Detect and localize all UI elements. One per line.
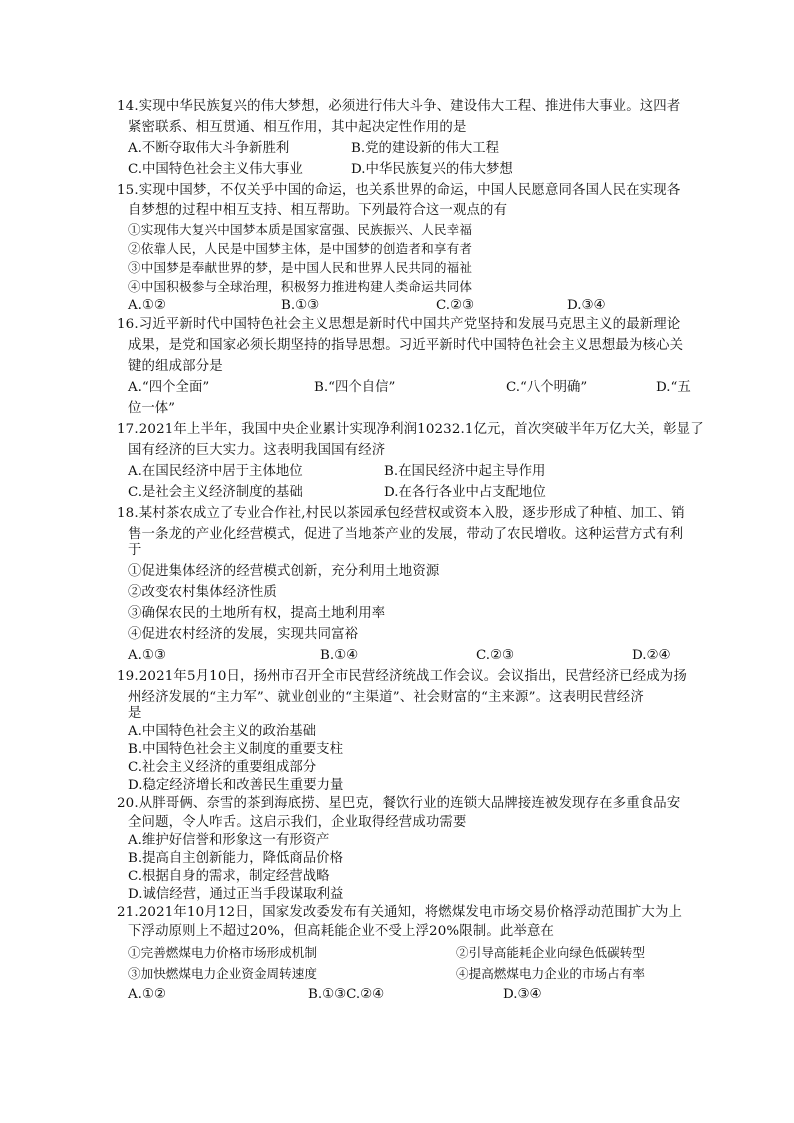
q18-statement-3: ③确保农民的土地所有权，提高土地利用率 [128, 606, 386, 621]
q15-stem-line-1: 15.实现中国梦，不仅关乎中国的命运，也关系世界的命运，中国人民愿意同各国人民在实现各 [117, 183, 681, 198]
q16-option-d-continued: 位一体” [128, 401, 176, 416]
q20-option-b: B.提高自主创新能力，降低商品价格 [128, 851, 343, 866]
q21-statement-4: ④提高燃煤电力企业的市场占有率 [456, 966, 645, 981]
q19-option-b: B.中国特色社会主义制度的重要支柱 [128, 742, 343, 757]
q18-option-a: A.①③ [128, 648, 166, 663]
q15-option-d: D.③④ [567, 298, 606, 313]
q16-stem-line-1: 16.习近平新时代中国特色社会主义思想是新时代中国共产党坚持和发展马克思主义的最新理论 [117, 317, 681, 332]
q19-option-c: C.社会主义经济的重要组成部分 [128, 760, 317, 775]
q21-statement-1: ①完善燃煤电力价格市场形成机制 [128, 945, 317, 960]
q18-stem-line-2: 售一条龙的产业化经营模式，促进了当地茶产业的发展，带动了农民增收。这种运营方式有利 [128, 527, 684, 542]
q16-stem-line-3: 键的组成部分是 [128, 359, 223, 374]
q21-statement-2: ②引导高能耗企业向绿色低碳转型 [456, 945, 645, 960]
q17-option-b: B.在国民经济中起主导作用 [384, 464, 546, 479]
q16-option-d: D.“五 [656, 380, 691, 395]
q16-stem-line-2: 成果，是党和国家必须长期坚持的指导思想。习近平新时代中国特色社会主义思想最为核心关 [128, 338, 684, 353]
q20-option-a: A.维护好信誉和形象这一有形资产 [128, 833, 330, 848]
q21-statement-3: ③加快燃煤电力企业资金周转速度 [128, 966, 317, 981]
q17-stem-line-2: 国有经济的巨大实力。这表明我国国有经济 [128, 443, 386, 458]
q14-option-c: C.中国特色社会主义伟大事业 [128, 162, 303, 177]
q16-option-a: A.“四个全面” [128, 380, 210, 395]
q21-option-a: A.①② [128, 987, 166, 1002]
q18-option-d: D.②④ [632, 648, 671, 663]
q21-option-d: D.③④ [503, 987, 542, 1002]
q17-option-c: C.是社会主义经济制度的基础 [128, 485, 303, 500]
q17-option-d: D.在各行各业中占支配地位 [384, 485, 546, 500]
q18-statement-2: ②改变农村集体经济性质 [128, 585, 277, 600]
q19-option-d: D.稳定经济增长和改善民生重要力量 [128, 778, 344, 793]
q18-statement-4: ④促进农村经济的发展，实现共同富裕 [128, 627, 359, 642]
q14-stem-line-2: 紧密联系、相互贯通、相互作用，其中起决定性作用的是 [128, 120, 467, 135]
q14-stem-line-1: 14.实现中华民族复兴的伟大梦想，必须进行伟大斗争、建设伟大工程、推进伟大事业。这四者 [117, 99, 681, 114]
q15-stem-line-2: 自梦想的过程中相互支持、相互帮助。下列最符合这一观点的有 [128, 203, 508, 218]
q15-statement-3: ③中国梦是奉献世界的梦，是中国人民和世界人民共同的福祉 [128, 260, 473, 275]
q17-stem-line-1: 17.2021年上半年，我国中央企业累计实现净利润10232.1亿元，首次突破半年万亿大关，彰显了 [117, 422, 704, 437]
q19-option-a: A.中国特色社会主义的政治基础 [128, 724, 317, 739]
q18-stem-line-3: 于 [128, 543, 142, 558]
q15-option-a: A.①② [128, 298, 166, 313]
q16-option-c: C.“八个明确” [506, 380, 588, 395]
q18-statement-1: ①促进集体经济的经营模式创新，充分利用土地资源 [128, 564, 440, 579]
q18-option-b: B.①④ [320, 648, 359, 663]
q21-stem-line-2: 下浮动原则上不超过20%，但高耗能企业不受上浮20%限制。此举意在 [128, 924, 555, 939]
q17-option-a: A.在国民经济中居于主体地位 [128, 464, 303, 479]
q15-statement-4: ④中国积极参与全球治理，积极努力推进构建人类命运共同体 [128, 279, 473, 294]
q14-option-a: A.不断夺取伟大斗争新胜利 [128, 141, 290, 156]
q16-option-b: B.“四个自信” [314, 380, 396, 395]
q18-stem-line-1: 18.某村茶农成立了专业合作社,村民以茶园承包经营权或资本入股，逐步形成了种植、加工、销 [117, 506, 685, 521]
q14-option-d: D.中华民族复兴的伟大梦想 [351, 162, 513, 177]
q15-statement-1: ①实现伟大复兴中国梦本质是国家富强、民族振兴、人民幸福 [128, 222, 473, 237]
q14-option-b: B.党的建设新的伟大工程 [351, 141, 500, 156]
q20-option-c: C.根据自身的需求，制定经营战略 [128, 869, 330, 884]
q15-option-c: C.②③ [436, 298, 475, 313]
q20-option-d: D.诚信经营，通过正当手段谋取利益 [128, 887, 344, 902]
q20-stem-line-2: 全问题，令人咋舌。这启示我们，企业取得经营成功需要 [128, 815, 467, 830]
q19-stem-line-3: 是 [128, 706, 142, 721]
q15-option-b: B.①③ [281, 298, 320, 313]
q21-stem-line-1: 21.2021年10月12日，国家发改委发布有关通知，将燃煤发电市场交易价格浮动范围扩大为上 [117, 905, 683, 920]
q18-option-c: C.②③ [476, 648, 515, 663]
q21-option-b-c: B.①③C.②④ [308, 987, 385, 1002]
q19-stem-line-2: 州经济发展的“主力军”、就业创业的“主渠道”、社会财富的“主来源”。这表明民营经济 [128, 690, 644, 705]
q20-stem-line-1: 20.从胖哥俩、奈雪的茶到海底捞、星巴克，餐饮行业的连锁大品牌接连被发现存在多重食品安 [117, 796, 681, 811]
q19-stem-line-1: 19.2021年5月10日，扬州市召开全市民营经济统战工作会议。会议指出，民营经济已经成为扬 [117, 669, 687, 684]
q15-statement-2: ②依靠人民，人民是中国梦主体，是中国梦的创造者和享有者 [128, 241, 473, 256]
